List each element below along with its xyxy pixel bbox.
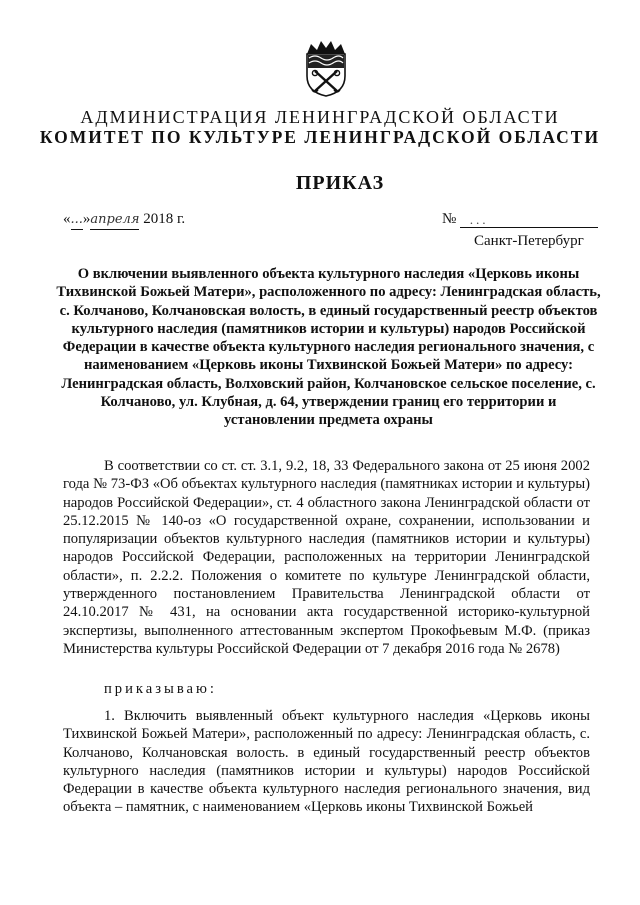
- date-month-field: [90, 210, 139, 230]
- body-paragraph-legal-basis: В соответствии со ст. ст. 3.1, 9.2, 18, 33 Федерального закона от 25 июня 2002 года № 73-ФЗ «Об объектах культурного наследия (памятниках истории и культуры) народов Российской Федерации», ст. 4 областного закона Ленинградской области от 25.12.2015 № 140-оз «О государственной охране, сохранении, использовании и популяризации объектов культурного наследия (памятников истории и культуры) народов Российской Федерации, расположенных на территории Ленинградской области», п. 2.2.2. Положения о комитете по культуре Ленинградской области, утвержденного постановлением Правительства Ленинградской области от 24.10.2017 № 431, на основании акта государственной историко-культурной экспертизы, выполненного аттестованным экспертом Прокофьевым М.Ф. (приказ Министерства культуры Российской Федерации от 7 декабря 2016 года № 2678): [63, 458, 590, 657]
- order-directive-word: приказываю:: [104, 681, 217, 697]
- document-city: Санкт-Петербург: [474, 233, 584, 249]
- document-number: [442, 210, 598, 228]
- document-title: О включении выявленного объекта культурного наследия «Церковь иконы Тихвинской Божьей Матери», расположенного по адресу: Ленинградская область, с. Колчаново, Колчановская волость, в единый государственный реестр объектов культурного наследия (памятников истории и культуры) народов Российской Федерации в качестве объекта культурного наследия регионального значения, с наименованием «Церковь иконы Тихвинской Божьей Матери» по адресу: Ленинградская область, Волховский район, Колчановское сельское поселение, с. Колчаново, ул. Клубная, д. 64, утверждении границ его территории и установлении предмета охраны: [56, 266, 601, 429]
- document-date: [63, 210, 185, 230]
- document-type: ПРИКАЗ: [295, 172, 385, 194]
- number-label: №: [442, 211, 457, 227]
- date-year: 2018 г.: [143, 211, 186, 227]
- date-day-handwritten: ...: [70, 212, 83, 227]
- date-month-handwritten: апреля: [90, 212, 140, 227]
- date-quote-close: »: [82, 211, 91, 227]
- body-paragraph-item-1: 1. Включить выявленный объект культурного наследия «Церковь иконы Тихвинской Божьей Матери», расположенный по адресу: Ленинградская область, с. Колчаново, Колчановская волость. в единый государственный реестр объектов культурного наследия (памятников истории и культуры) народов Российской Федерации в качестве объекта культурного наследия регионального значения, вид объекта – памятник, с наименованием «Церковь иконы Тихвинской Божьей: [63, 708, 590, 816]
- committee-name: КОМИТЕТ ПО КУЛЬТУРЕ ЛЕНИНГРАДСКОЙ ОБЛАСТИ: [39, 127, 601, 147]
- date-quote-open: «: [63, 211, 71, 227]
- number-handwritten: ...: [470, 212, 489, 227]
- date-day-field: [71, 210, 83, 230]
- coat-of-arms-icon: [303, 38, 349, 98]
- number-field: [460, 213, 598, 228]
- organization-name: АДМИНИСТРАЦИЯ ЛЕНИНГРАДСКОЙ ОБЛАСТИ: [80, 107, 560, 127]
